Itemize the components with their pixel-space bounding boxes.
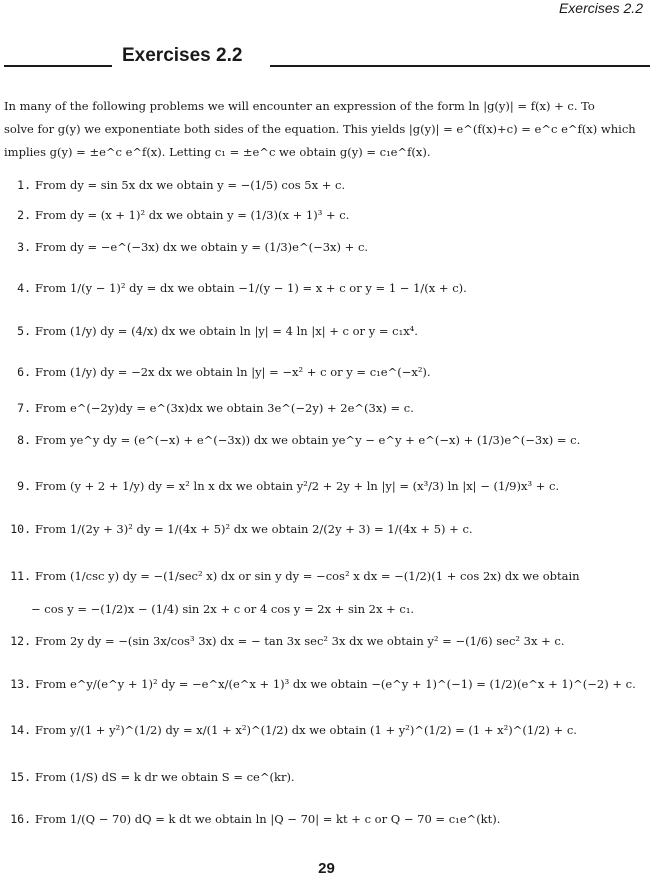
problem-4 bbox=[4, 281, 650, 295]
problem-text: From (1/y) dy = −2x dx we obtain ln |y| = −x² + c or y = c₁e^(−x²). bbox=[35, 365, 431, 379]
problem-number: 12. bbox=[10, 634, 31, 648]
problem-10 bbox=[4, 522, 650, 536]
problem-number: 10. bbox=[10, 522, 31, 536]
problem-16 bbox=[4, 812, 650, 826]
problem-text: From e^(−2y)dy = e^(3x)dx we obtain 3e^(−2y) + 2e^(3x) = c. bbox=[35, 401, 414, 415]
problem-number: 1. bbox=[17, 178, 31, 192]
problem-7 bbox=[4, 401, 650, 415]
problem-number: 9. bbox=[17, 479, 31, 493]
problem-text: From dy = sin 5x dx we obtain y = −(1/5) cos 5x + c. bbox=[35, 178, 346, 192]
problem-text: From 2y dy = −(sin 3x/cos³ 3x) dx = − tan 3x sec² 3x dx we obtain y² = −(1/6) sec² 3x + c. bbox=[35, 634, 565, 648]
problem-text: From y/(1 + y²)^(1/2) dy = x/(1 + x²)^(1/2) dx we obtain (1 + y²)^(1/2) = (1 + x²)^(1/2) + c. bbox=[35, 723, 577, 737]
intro-line: solve for g(y) we exponentiate both sides of the equation. This yields |g(y)| = e^(f(x)+c) = e^c e^f(x) which bbox=[4, 122, 636, 136]
problem-number: 5. bbox=[17, 324, 31, 338]
intro-line: implies g(y) = ±e^c e^f(x). Letting c₁ = ±e^c we obtain g(y) = c₁e^f(x). bbox=[4, 145, 431, 159]
problem-5 bbox=[4, 324, 650, 338]
problem-number: 6. bbox=[17, 365, 31, 379]
problem-number: 4. bbox=[17, 281, 31, 295]
problem-3 bbox=[4, 240, 650, 254]
problem-11 bbox=[4, 569, 650, 583]
problem-text: From 1/(2y + 3)² dy = 1/(4x + 5)² dx we obtain 2/(2y + 3) = 1/(4x + 5) + c. bbox=[35, 522, 473, 536]
section-title: Exercises 2.2 bbox=[122, 45, 243, 66]
problem-6 bbox=[4, 365, 650, 379]
running-head: Exercises 2.2 bbox=[558, 0, 643, 16]
intro-paragraph bbox=[4, 95, 650, 164]
problem-14 bbox=[4, 723, 650, 737]
problem-text: From (1/S) dS = k dr we obtain S = ce^(kr). bbox=[35, 770, 295, 784]
problem-11-continuation: − cos y = −(1/2)x − (1/4) sin 2x + c or 4 cos y = 2x + sin 2x + c₁. bbox=[31, 602, 415, 616]
problem-text: From 1/(y − 1)² dy = dx we obtain −1/(y − 1) = x + c or y = 1 − 1/(x + c). bbox=[35, 281, 467, 295]
problem-text: From dy = (x + 1)² dx we obtain y = (1/3)(x + 1)³ + c. bbox=[35, 208, 350, 222]
intro-line: In many of the following problems we will encounter an expression of the form ln |g(y)| = f(x) + c. To bbox=[4, 99, 595, 113]
problem-text: From ye^y dy = (e^(−x) + e^(−3x)) dx we obtain ye^y − e^y + e^(−x) + (1/3)e^(−3x) = c. bbox=[35, 433, 581, 447]
problem-2 bbox=[4, 208, 650, 222]
problem-text: From 1/(Q − 70) dQ = k dt we obtain ln |Q − 70| = kt + c or Q − 70 = c₁e^(kt). bbox=[35, 812, 501, 826]
problem-8 bbox=[4, 433, 650, 447]
problem-number: 7. bbox=[17, 401, 31, 415]
problem-12 bbox=[4, 634, 650, 648]
problem-number: 8. bbox=[17, 433, 31, 447]
problem-text: From (1/csc y) dy = −(1/sec² x) dx or sin y dy = −cos² x dx = −(1/2)(1 + cos 2x) dx we obtain bbox=[35, 569, 580, 583]
problem-text: From e^y/(e^y + 1)² dy = −e^x/(e^x + 1)³ dx we obtain −(e^y + 1)^(−1) = (1/2)(e^x + 1)^(−2) + c. bbox=[35, 677, 636, 691]
problem-number: 11. bbox=[10, 569, 31, 583]
problem-number: 14. bbox=[10, 723, 31, 737]
problem-9 bbox=[4, 479, 650, 493]
problem-text: From (1/y) dy = (4/x) dx we obtain ln |y| = 4 ln |x| + c or y = c₁x⁴. bbox=[35, 324, 418, 338]
heading-rule-left bbox=[4, 65, 112, 67]
problem-number: 13. bbox=[10, 677, 31, 691]
problem-number: 15. bbox=[10, 770, 31, 784]
problem-text: From dy = −e^(−3x) dx we obtain y = (1/3)e^(−3x) + c. bbox=[35, 240, 369, 254]
problem-number: 16. bbox=[10, 812, 31, 826]
page-number: 29 bbox=[318, 860, 335, 877]
problem-13 bbox=[4, 677, 650, 691]
heading-rule-right bbox=[270, 65, 650, 67]
problem-number: 3. bbox=[17, 240, 31, 254]
section-heading bbox=[4, 45, 650, 75]
problem-text: From (y + 2 + 1/y) dy = x² ln x dx we obtain y²/2 + 2y + ln |y| = (x³/3) ln |x| − (1/9)x³ + c. bbox=[35, 479, 560, 493]
problem-15 bbox=[4, 770, 650, 784]
problem-number: 2. bbox=[17, 208, 31, 222]
problem-1 bbox=[4, 178, 650, 192]
